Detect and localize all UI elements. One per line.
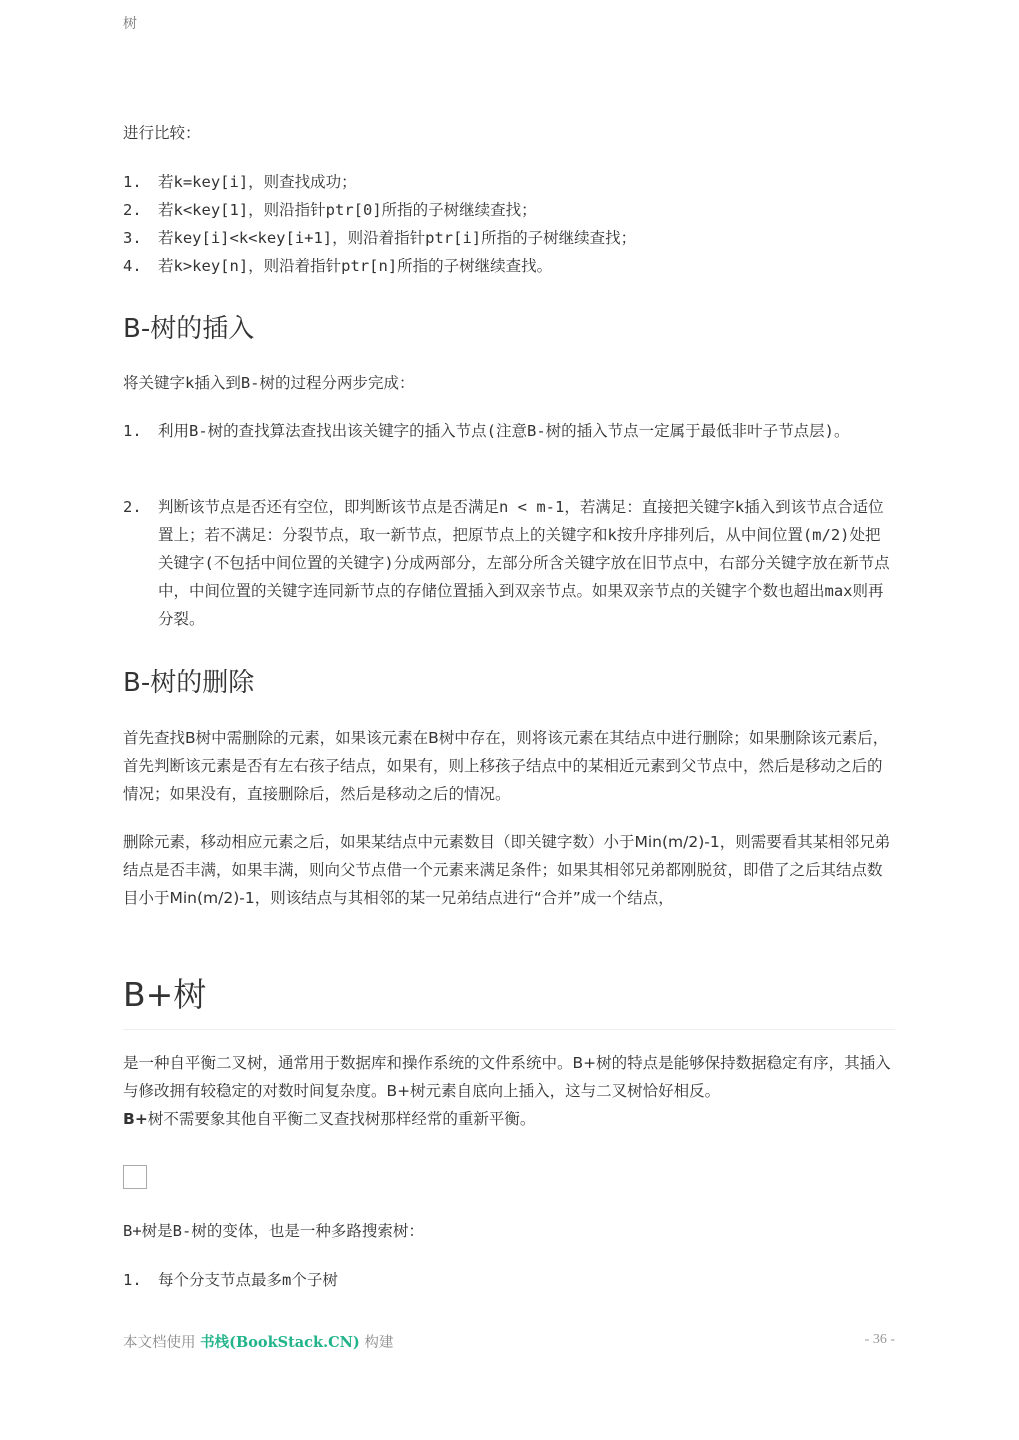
list-number: 2. [123, 498, 142, 516]
footer-suffix: 构建 [359, 1335, 394, 1351]
section-heading-delete: B-树的删除 [123, 668, 255, 698]
bplus-para-text: 是一种自平衡二叉树，通常用于数据库和操作系统的文件系统中。B+树的特点是能够保持数据稳定有序，其插入与修改拥有较稳定的对数时间复杂度。B+树元素自底向上插入，这与二叉树恰好相反。 [123, 1054, 891, 1100]
list-item [123, 168, 895, 196]
list-number: 1. [123, 173, 142, 191]
bplus-para-tail: 树不需要象其他自平衡二叉查找树那样经常的重新平衡。 [147, 1110, 536, 1128]
list-number: 1. [123, 1271, 142, 1289]
broken-image-icon [123, 1165, 147, 1189]
page-number: - 36 - [864, 1332, 895, 1347]
list-item [123, 493, 895, 633]
footer-brand-link[interactable]: 书栈(BookStack.CN) [200, 1334, 360, 1351]
insert-intro: 将关键字k插入到B-树的过程分两步完成： [123, 374, 415, 392]
bplus-properties-list [123, 1266, 895, 1294]
list-text: 若key[i]<k<key[i+1]，则沿着指针ptr[i]所指的子树继续查找； [158, 229, 637, 247]
list-text: 每个分支节点最多m个子树 [158, 1271, 338, 1289]
section-heading-bplus: B+树 [123, 975, 207, 1014]
bplus-paragraph [123, 1049, 895, 1133]
chapter-header: 树 [123, 16, 137, 32]
bplus-variant-intro: B+树是B-树的变体，也是一种多路搜索树： [123, 1222, 424, 1240]
heading-divider [123, 1029, 895, 1030]
delete-paragraph-2: 删除元素，移动相应元素之后，如果某结点中元素数目（即关键字数）小于Min(m/2)-1，则需要看其某相邻兄弟结点是否丰满，如果丰满，则向父节点借一个元素来满足条件；如果其相邻兄弟都刚脱贫，即借了之后其结点数目小于Min(m/2)-1，则该结点与其相邻的某一兄弟结点进行“合并”成一个结点， [123, 833, 891, 907]
section-heading-insert: B-树的插入 [123, 314, 255, 344]
list-item [123, 196, 895, 224]
list-item [123, 252, 895, 280]
footer-prefix: 本文档使用 [123, 1335, 201, 1351]
list-item [123, 224, 895, 252]
list-text: 若k>key[n]，则沿着指针ptr[n]所指的子树继续查找。 [158, 257, 553, 275]
footer-credit [123, 1331, 393, 1352]
list-item [123, 417, 895, 445]
list-item [123, 1266, 895, 1294]
list-number: 3. [123, 229, 142, 247]
bplus-para-bold: B+ [123, 1110, 148, 1128]
insert-steps-list-2 [123, 493, 895, 633]
delete-paragraph-1: 首先查找B树中需删除的元素，如果该元素在B树中存在，则将该元素在其结点中进行删除；如果删除该元素后，首先判断该元素是否有左右孩子结点，如果有，则上移孩子结点中的某相近元素到父节点中，然后是移动之后的情况；如果没有，直接删除后，然后是移动之后的情况。 [123, 729, 889, 803]
search-steps-list [123, 168, 895, 280]
list-number: 2. [123, 201, 142, 219]
insert-steps-list [123, 417, 895, 445]
list-text: 判断该节点是否还有空位，即判断该节点是否满足n < m-1，若满足：直接把关键字k插入到该节点合适位置上；若不满足：分裂节点，取一新节点，把原节点上的关键字和k按升序排列后，从中间位置(m/2)处把关键字(不包括中间位置的关键字)分成两部分，左部分所含关键字放在旧节点中，右部分关键字放在新节点中，中间位置的关键字连同新节点的存储位置插入到双亲节点。如果双亲节点的关键字个数也超出max则再分裂。 [158, 498, 890, 628]
list-text: 若k<key[1]，则沿指针ptr[0]所指的子树继续查找； [158, 201, 537, 219]
list-number: 4. [123, 257, 142, 275]
list-text: 若k=key[i]，则查找成功； [158, 173, 357, 191]
search-intro: 进行比较： [123, 124, 201, 142]
list-text: 利用B-树的查找算法查找出该关键字的插入节点(注意B-树的插入节点一定属于最低非叶子节点层)。 [158, 422, 850, 440]
list-number: 1. [123, 422, 142, 440]
